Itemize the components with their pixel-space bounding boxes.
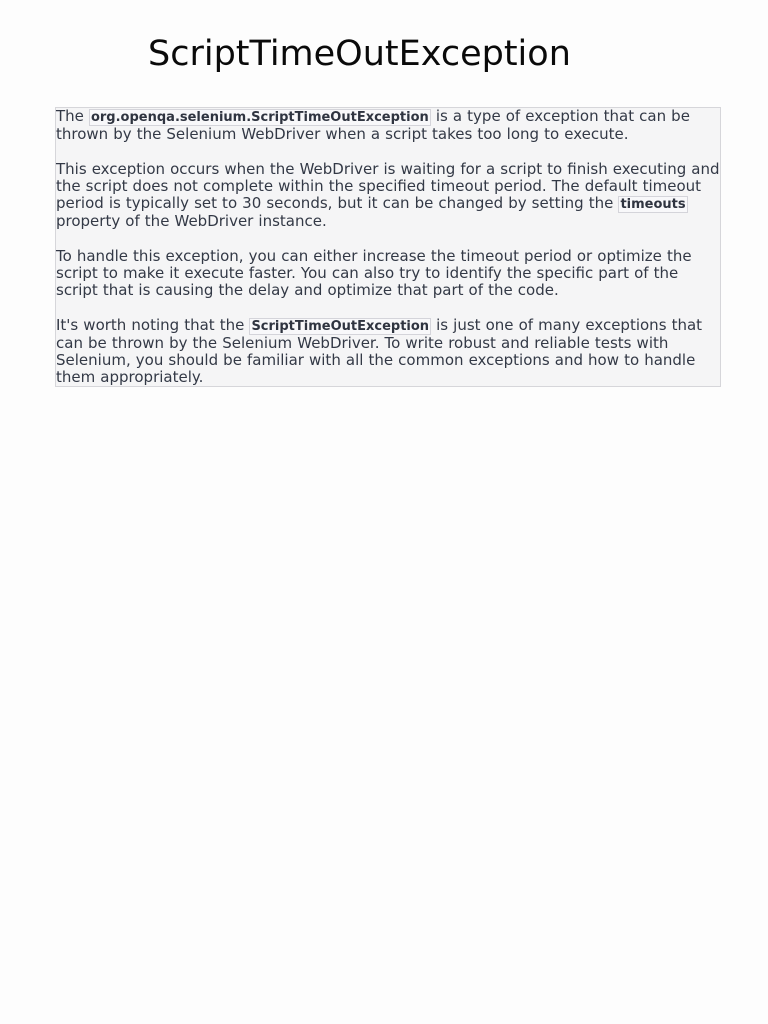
paragraph-text: This exception occurs when the WebDriver is waiting for a script to finish executing and the script does not complete within the specified timeout period. The default timeout period is typically set to 30 seconds, but it can be changed by setting the	[56, 160, 720, 212]
inline-code-exception-class: org.openqa.selenium.ScriptTimeOutException	[90, 110, 429, 125]
paragraph-cause	[56, 161, 720, 230]
paragraph-text: It's worth noting that the	[56, 316, 250, 334]
inline-code-exception-name: ScriptTimeOutException	[251, 319, 430, 334]
paragraph-text: is just one of many exceptions that can be thrown by the Selenium WebDriver. To write robust and reliable tests with Selenium, you should be familiar with all the common exceptions and how to handle them appropriately.	[56, 316, 703, 386]
paragraph-intro	[56, 108, 720, 143]
inline-code-timeouts: timeouts	[620, 197, 686, 212]
paragraph-text: The	[56, 107, 89, 125]
paragraph-note	[56, 317, 720, 386]
paragraph-handling: To handle this exception, you can either increase the timeout period or optimize the script to make it execute faster. You can also try to identify the specific part of the script that is causing the delay and optimize that part of the code.	[56, 247, 692, 299]
paragraph-text: property of the WebDriver instance.	[56, 212, 327, 230]
content-box	[55, 107, 721, 387]
page-title: ScriptTimeOutException	[148, 34, 571, 74]
paragraph-text: is a type of exception that can be thrown by the Selenium WebDriver when a script takes too long to execute.	[56, 107, 690, 143]
